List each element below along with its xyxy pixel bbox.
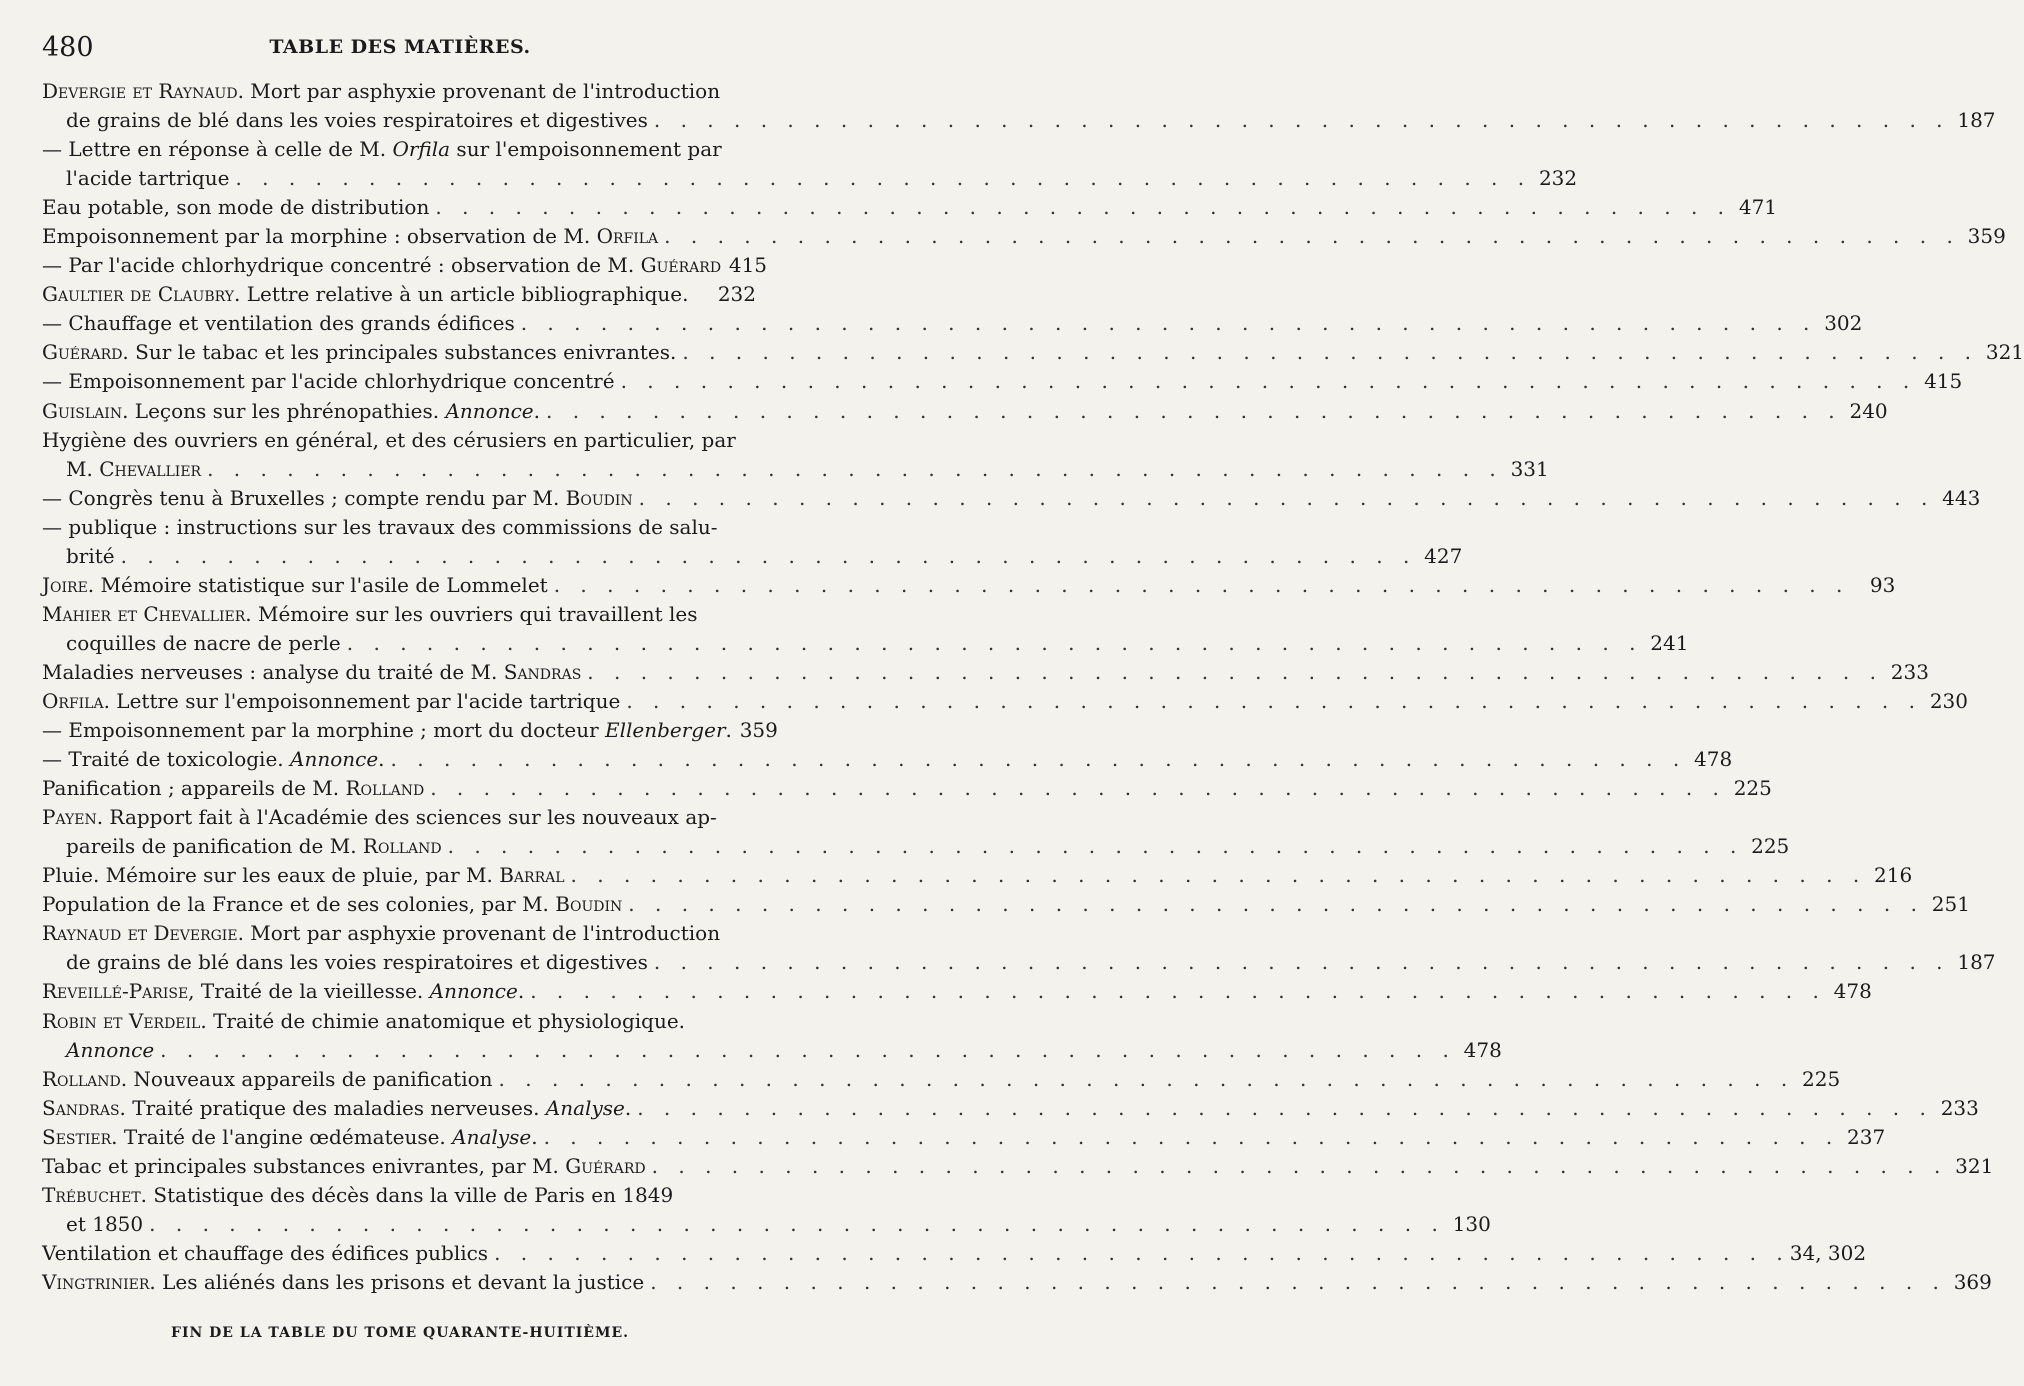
entry-text [42,513,718,542]
entry-text [42,600,698,629]
entry-title: — Traité de toxicologie. [42,747,290,772]
dot-leader [646,1152,1948,1181]
page-reference: 187 [1957,108,1996,133]
entry-text [66,832,442,861]
page-reference: 443 [1942,485,1981,510]
entry-title: . Les aliénés dans les prisons et devant la justice [149,1269,645,1294]
page-reference: 321 [1985,340,2024,365]
entry-text [66,164,229,193]
entry-title: Ventilation et chauffage des édifices publics [42,1240,489,1265]
entry-title: Panification ; appareils de M. [42,776,346,801]
dot-leader [442,832,1744,861]
index-line [42,919,756,948]
entry-title: . Mort par asphyxie provenant de l'introduction [237,79,721,103]
entry-title: . Sur le tabac et les principales substances enivrantes. [122,340,677,365]
index-line [42,890,1970,919]
page-reference: 478 [1463,1037,1502,1062]
entry-title: . Traité de l'angine œdémateuse. [111,1124,453,1149]
dot-leader [515,309,1817,338]
cited-name: Guérard [640,253,722,278]
page-reference: 415 [1924,369,1963,394]
author-name: Raynaud et Devergie [42,921,238,946]
spacer [673,1181,710,1210]
dot-leader [620,687,1922,716]
index-line [42,861,1913,890]
entry-title: , Traité de la vieillesse. [188,979,430,1004]
author-name: Gaultier de Claubry [42,282,234,307]
page-reference: 471 [1738,195,1778,220]
entry-text [42,803,717,832]
index-line [42,571,1896,600]
page-reference: 251 [1931,892,1970,917]
page-reference: 321 [1955,1153,1994,1178]
dot-leader [644,1268,1946,1297]
page-reference [722,135,768,164]
page-reference: 130 [1452,1211,1491,1236]
page-reference [720,919,766,948]
entry-text [42,222,658,251]
spacer [688,280,710,309]
page-reference: 230 [1929,688,1968,713]
dot-leader [493,1065,1795,1094]
index-line [42,1036,1502,1065]
entry-title: . Traité pratique des maladies nerveuses. [119,1095,546,1120]
index-line [42,193,1778,222]
page-reference [710,1007,756,1036]
entry-tail: . [533,398,540,423]
entry-title: . Mémoire sur les ouvriers qui travaillent les [245,601,698,626]
index-line [42,1152,1994,1181]
dot-leader [548,571,1850,600]
page-reference: 93 [1869,572,1896,597]
entry-title: . Statistique des décès dans la ville de Paris en 1849 [140,1182,674,1207]
entry-text [42,1152,646,1181]
page-reference: 369 [1953,1269,1992,1294]
spacer [698,600,710,629]
entry-title: Eau potable, son mode de distribution [42,195,430,220]
entry-tail: . [378,747,385,772]
entry-tail: . [624,1095,632,1120]
cited-name: Rolland [362,834,442,859]
entry-title: — Congrès tenu à Bruxelles ; compte rendu par M. [42,485,566,510]
author-name: Trébuchet [42,1182,141,1207]
page-reference: 233 [1940,1095,1979,1120]
entry-title: Empoisonnement par la morphine : observation de M. [42,224,597,249]
page-number: 480 [42,32,94,63]
index-line [42,77,756,106]
index-line [42,426,756,455]
dot-leader [676,338,1978,367]
entry-title: pareils de panification de M. [66,834,363,859]
entry-text [42,1239,488,1268]
index-line [42,803,756,832]
page-reference: 225 [1733,776,1772,801]
author-name: Payen [42,805,97,830]
entry-title: . Leçons sur les phrénopathies. [122,398,446,423]
index-line [42,222,2006,251]
entry-text [42,426,736,455]
author-name: Robin et Verdeil [42,1008,201,1033]
dot-leader [622,890,1924,919]
entry-title: . Lettre relative à un article bibliographique. [233,282,689,307]
dot-leader [658,222,1960,251]
dot-leader [565,861,1867,890]
index-line [42,1007,756,1036]
entry-text [66,629,341,658]
entry-title: l'acide tartrique [66,166,230,191]
entry-text [42,367,615,396]
entry-text [66,106,648,135]
entry-text [42,1123,538,1152]
entry-text [42,397,540,426]
author-name: Guislain [42,398,123,423]
entry-title: M. [66,456,100,481]
entry-title: de grains de blé dans les voies respiratoires et digestives [66,950,648,975]
entry-title: Pluie. Mémoire sur les eaux de pluie, par M. [42,863,500,888]
page-reference: 427 [1424,543,1463,568]
page-reference [736,426,782,455]
author-name: Devergie et Raynaud [42,79,238,103]
entry-text [66,1210,143,1239]
cited-name: Guérard [565,1153,646,1178]
entry-title: . Mémoire statistique sur l'asile de Lommelet [87,572,548,597]
author-name: Orfila [42,688,104,713]
index-line [42,948,1996,977]
index-entries [42,77,2024,1297]
author-name: Reveillé-Parise [42,979,189,1004]
entry-title: Tabac et principales substances enivrantes, par M. [42,1153,566,1178]
entry-text [42,658,581,687]
page-reference: 331 [1510,456,1549,481]
entry-text [42,484,633,513]
author-name: Joire [42,572,88,597]
page-reference: 225 [1751,834,1790,859]
index-line [42,687,1968,716]
page-reference: 216 [1874,863,1913,888]
dot-leader [633,484,1935,513]
index-line [42,745,1733,774]
index-line [42,1181,756,1210]
dot-leader [631,1094,1933,1123]
entry-text [42,1181,673,1210]
index-line [42,106,1996,135]
index-line [42,280,756,309]
dot-leader [540,397,1842,426]
page-reference: 225 [1802,1066,1841,1091]
spacer [685,1007,710,1036]
dot-leader [341,629,1643,658]
entry-text [42,77,720,106]
dot-leader [201,455,1503,484]
italic-note: Annonce [66,1037,155,1062]
page-reference: 187 [1957,950,1996,975]
page-reference [710,1181,756,1210]
dot-leader [424,774,1726,803]
dot-leader [154,1036,1456,1065]
entry-title: . Traité de chimie anatomique et physiologique. [200,1008,686,1033]
index-line [42,1210,1491,1239]
entry-text [42,280,688,309]
dot-leader [115,542,1417,571]
page-reference: 233 [1890,659,1929,684]
entry-title: . Rapport fait à l'Académie des sciences sur les nouveaux ap- [96,805,717,830]
page-reference: 232 [717,282,756,307]
page-reference: 415 [728,253,768,278]
index-line [42,455,1549,484]
page-reference [718,513,764,542]
entry-text [42,716,732,745]
end-note: FIN DE LA TABLE DU TOME QUARANTE-HUITIÈME. [171,1325,629,1341]
cited-name: Boudin [565,485,633,510]
dot-leader [143,1210,1445,1239]
entry-text [42,309,515,338]
page-reference: 478 [1833,979,1872,1004]
page-reference: 241 [1650,630,1689,655]
index-line [42,774,1772,803]
entry-text [42,774,424,803]
entry-title: Hygiène des ouvriers en général, et des cérusiers en particulier, par [42,427,736,452]
entry-tail: . [531,1124,538,1149]
index-line [42,629,1689,658]
entry-tail: . [725,718,732,743]
entry-title: — publique : instructions sur les travaux des commissions de salu- [42,514,718,539]
dot-leader [538,1123,1840,1152]
entry-title: . Nouveaux appareils de panification [120,1066,493,1091]
index-line [42,397,1888,426]
entry-title: coquilles de nacre de perle [66,630,341,655]
entry-text [42,135,722,164]
cited-name: Sandras [503,659,582,684]
dot-leader [615,367,1917,396]
index-line [42,1094,1979,1123]
index-line [42,309,1863,338]
index-line [42,1123,1886,1152]
index-line [42,367,1963,396]
entry-text [42,251,721,280]
index-line [42,658,1929,687]
index-line [42,1239,1867,1268]
entry-text [42,571,548,600]
dot-leader [648,948,1950,977]
dot-leader [429,193,1731,222]
entry-title: Population de la France et de ses colonies, par M. [42,892,556,917]
entry-text [42,745,385,774]
entry-title: — Empoisonnement par l'acide chlorhydrique concentré [42,369,615,394]
italic-note: Annonce [429,979,518,1004]
page-reference [717,803,763,832]
dot-leader [581,658,1883,687]
index-line [42,338,2024,367]
entry-title: et 1850 [66,1211,144,1236]
index-line [42,513,756,542]
index-line [42,832,1790,861]
entry-text [42,977,524,1006]
author-name: Vingtrinier [42,1269,150,1294]
index-line [42,600,756,629]
entry-text [42,1268,644,1297]
index-line [42,135,756,164]
author-name: Guérard [42,340,123,365]
entry-text [42,193,429,222]
italic-note: Orfila [392,137,451,162]
entry-title: de grains de blé dans les voies respiratoires et digestives [66,108,648,133]
entry-title: — Lettre en réponse à celle de M. [42,137,393,162]
cited-name: Boudin [555,892,623,917]
entry-title: Maladies nerveuses : analyse du traité de M. [42,659,504,684]
cited-name: Barral [499,863,565,888]
entry-text [66,455,201,484]
entry-text [42,919,720,948]
index-line [42,164,1578,193]
index-line [42,484,1981,513]
page-reference [720,77,766,106]
italic-note: Annonce [445,398,534,423]
page-reference: 237 [1847,1124,1886,1149]
entry-title: — Par l'acide chlorhydrique concentré : observation de M. [42,253,641,278]
author-name: Mahier et Chevallier [42,601,246,626]
dot-leader [488,1239,1790,1268]
italic-note: Analyse [452,1124,532,1149]
entry-title: . Mort par asphyxie provenant de l'introduction [237,921,721,946]
index-line [42,1268,1992,1297]
running-title: TABLE DES MATIÈRES. [269,36,531,58]
author-name: Sestier [42,1124,112,1149]
entry-tail: sur l'empoisonnement par [450,137,722,162]
entry-title: . Lettre sur l'empoisonnement par l'acide tartrique [103,688,621,713]
entry-text [66,542,115,571]
entry-title: — Empoisonnement par la morphine ; mort du docteur [42,718,605,743]
page-reference: 359 [1967,224,2006,249]
entry-text [66,1036,154,1065]
dot-leader [524,977,1826,1006]
index-line [42,1065,1841,1094]
author-name: Rolland [42,1066,121,1091]
page-reference: 232 [1538,166,1578,191]
entry-text [42,1094,631,1123]
entry-text [42,687,620,716]
entry-title: brité [66,543,115,568]
cited-name: Orfila [596,224,659,249]
index-line [42,716,778,745]
author-name: Sandras [42,1095,120,1120]
cited-name: Rolland [345,776,425,801]
entry-text [42,861,565,890]
cited-name: Chevallier [99,456,202,481]
dot-leader [648,106,1950,135]
entry-text [42,1065,493,1094]
entry-text [42,890,622,919]
dot-leader [229,164,1531,193]
entry-title: — Chauffage et ventilation des grands édifices [42,311,515,336]
entry-text [42,1007,685,1036]
dot-leader [385,745,1687,774]
index-line [42,977,1872,1006]
entry-tail: . [517,979,525,1004]
italic-note: Analyse [545,1095,625,1120]
page-reference: 478 [1694,747,1733,772]
page-reference [710,600,756,629]
entry-text [66,948,648,977]
page-header [42,32,758,68]
page-reference: 359 [739,718,778,743]
page-reference: 302 [1824,311,1863,336]
italic-note: Ellenberger [605,718,726,743]
page-reference: 240 [1849,398,1888,423]
index-line [42,251,768,280]
entry-text [42,338,676,367]
page-reference: 34, 302 [1789,1240,1867,1265]
italic-note: Annonce [290,747,379,772]
index-line [42,542,1463,571]
